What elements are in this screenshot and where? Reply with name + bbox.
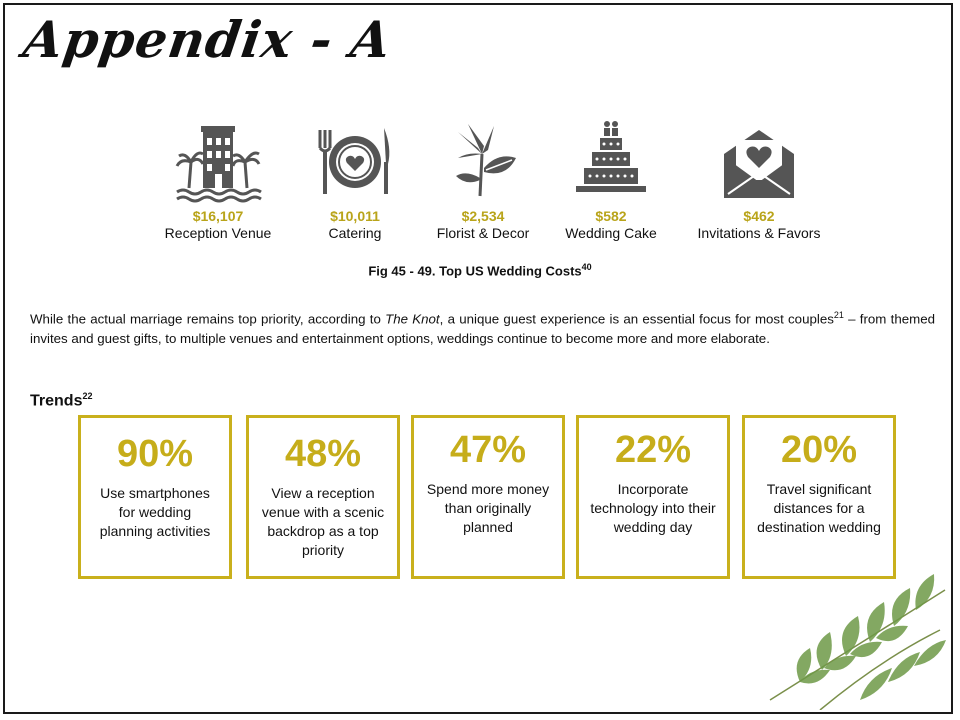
trend-description: Travel significant distances for a destination wedding <box>757 481 881 535</box>
trend-card <box>576 415 730 579</box>
cost-amount: $462 <box>743 208 775 224</box>
trend-description: Spend more money than originally planned <box>426 481 550 535</box>
cost-invitations-favors <box>674 118 844 241</box>
intro-paragraph <box>30 305 935 349</box>
cost-label: Catering <box>328 225 382 241</box>
figure-caption <box>0 262 960 278</box>
trend-percent: 22% <box>614 429 692 471</box>
trends-heading-text: Trends <box>30 392 83 410</box>
caption-text: Fig 45 - 49. Top US Wedding Costs <box>368 263 582 279</box>
cost-amount: $2,534 <box>461 208 505 224</box>
trend-card <box>411 415 565 579</box>
trends-ref: 22 <box>82 391 93 401</box>
cost-amount: $16,107 <box>192 208 244 224</box>
trend-card <box>246 415 400 579</box>
trends-heading <box>30 391 92 410</box>
paragraph-text: – from themed invites and guest gifts, to multiple venues and entertainment options, weddings continue to become more and more elaborate. <box>30 311 935 347</box>
trend-description: Incorporate technology into their wedding day <box>590 481 716 535</box>
envelope-heart-icon <box>714 118 804 206</box>
cost-amount: $10,011 <box>330 208 380 224</box>
trend-percent: 47% <box>449 429 527 471</box>
cost-amount: $582 <box>595 208 627 224</box>
trend-percent: 48% <box>284 433 362 475</box>
cost-wedding-cake <box>526 118 696 241</box>
leaf-decoration-icon <box>760 560 950 710</box>
building-icon <box>173 118 263 206</box>
trend-card <box>78 415 232 579</box>
caption-ref: 40 <box>581 262 592 272</box>
paragraph-text: While the actual marriage remains top priority, according to <box>30 311 386 327</box>
cost-label: Invitations & Favors <box>697 225 821 241</box>
paragraph-source: The Knot <box>385 311 440 327</box>
cost-label: Wedding Cake <box>565 225 657 241</box>
paragraph-ref: 21 <box>833 310 844 320</box>
flower-icon <box>438 118 528 206</box>
trend-percent: 90% <box>116 433 194 475</box>
trend-percent: 20% <box>780 429 858 471</box>
page-title: Appendix - A <box>19 10 396 69</box>
trend-description: Use smartphones for wedding planning activities <box>99 485 211 539</box>
cost-label: Florist & Decor <box>436 225 530 241</box>
plate-cutlery-icon <box>310 118 400 206</box>
trend-description: View a reception venue with a scenic backdrop as a top priority <box>261 485 385 558</box>
paragraph-text: , a unique guest experience is an essential focus for most couples <box>439 311 834 327</box>
trend-card <box>742 415 896 579</box>
cost-label: Reception Venue <box>164 225 272 241</box>
cake-icon <box>566 118 656 206</box>
